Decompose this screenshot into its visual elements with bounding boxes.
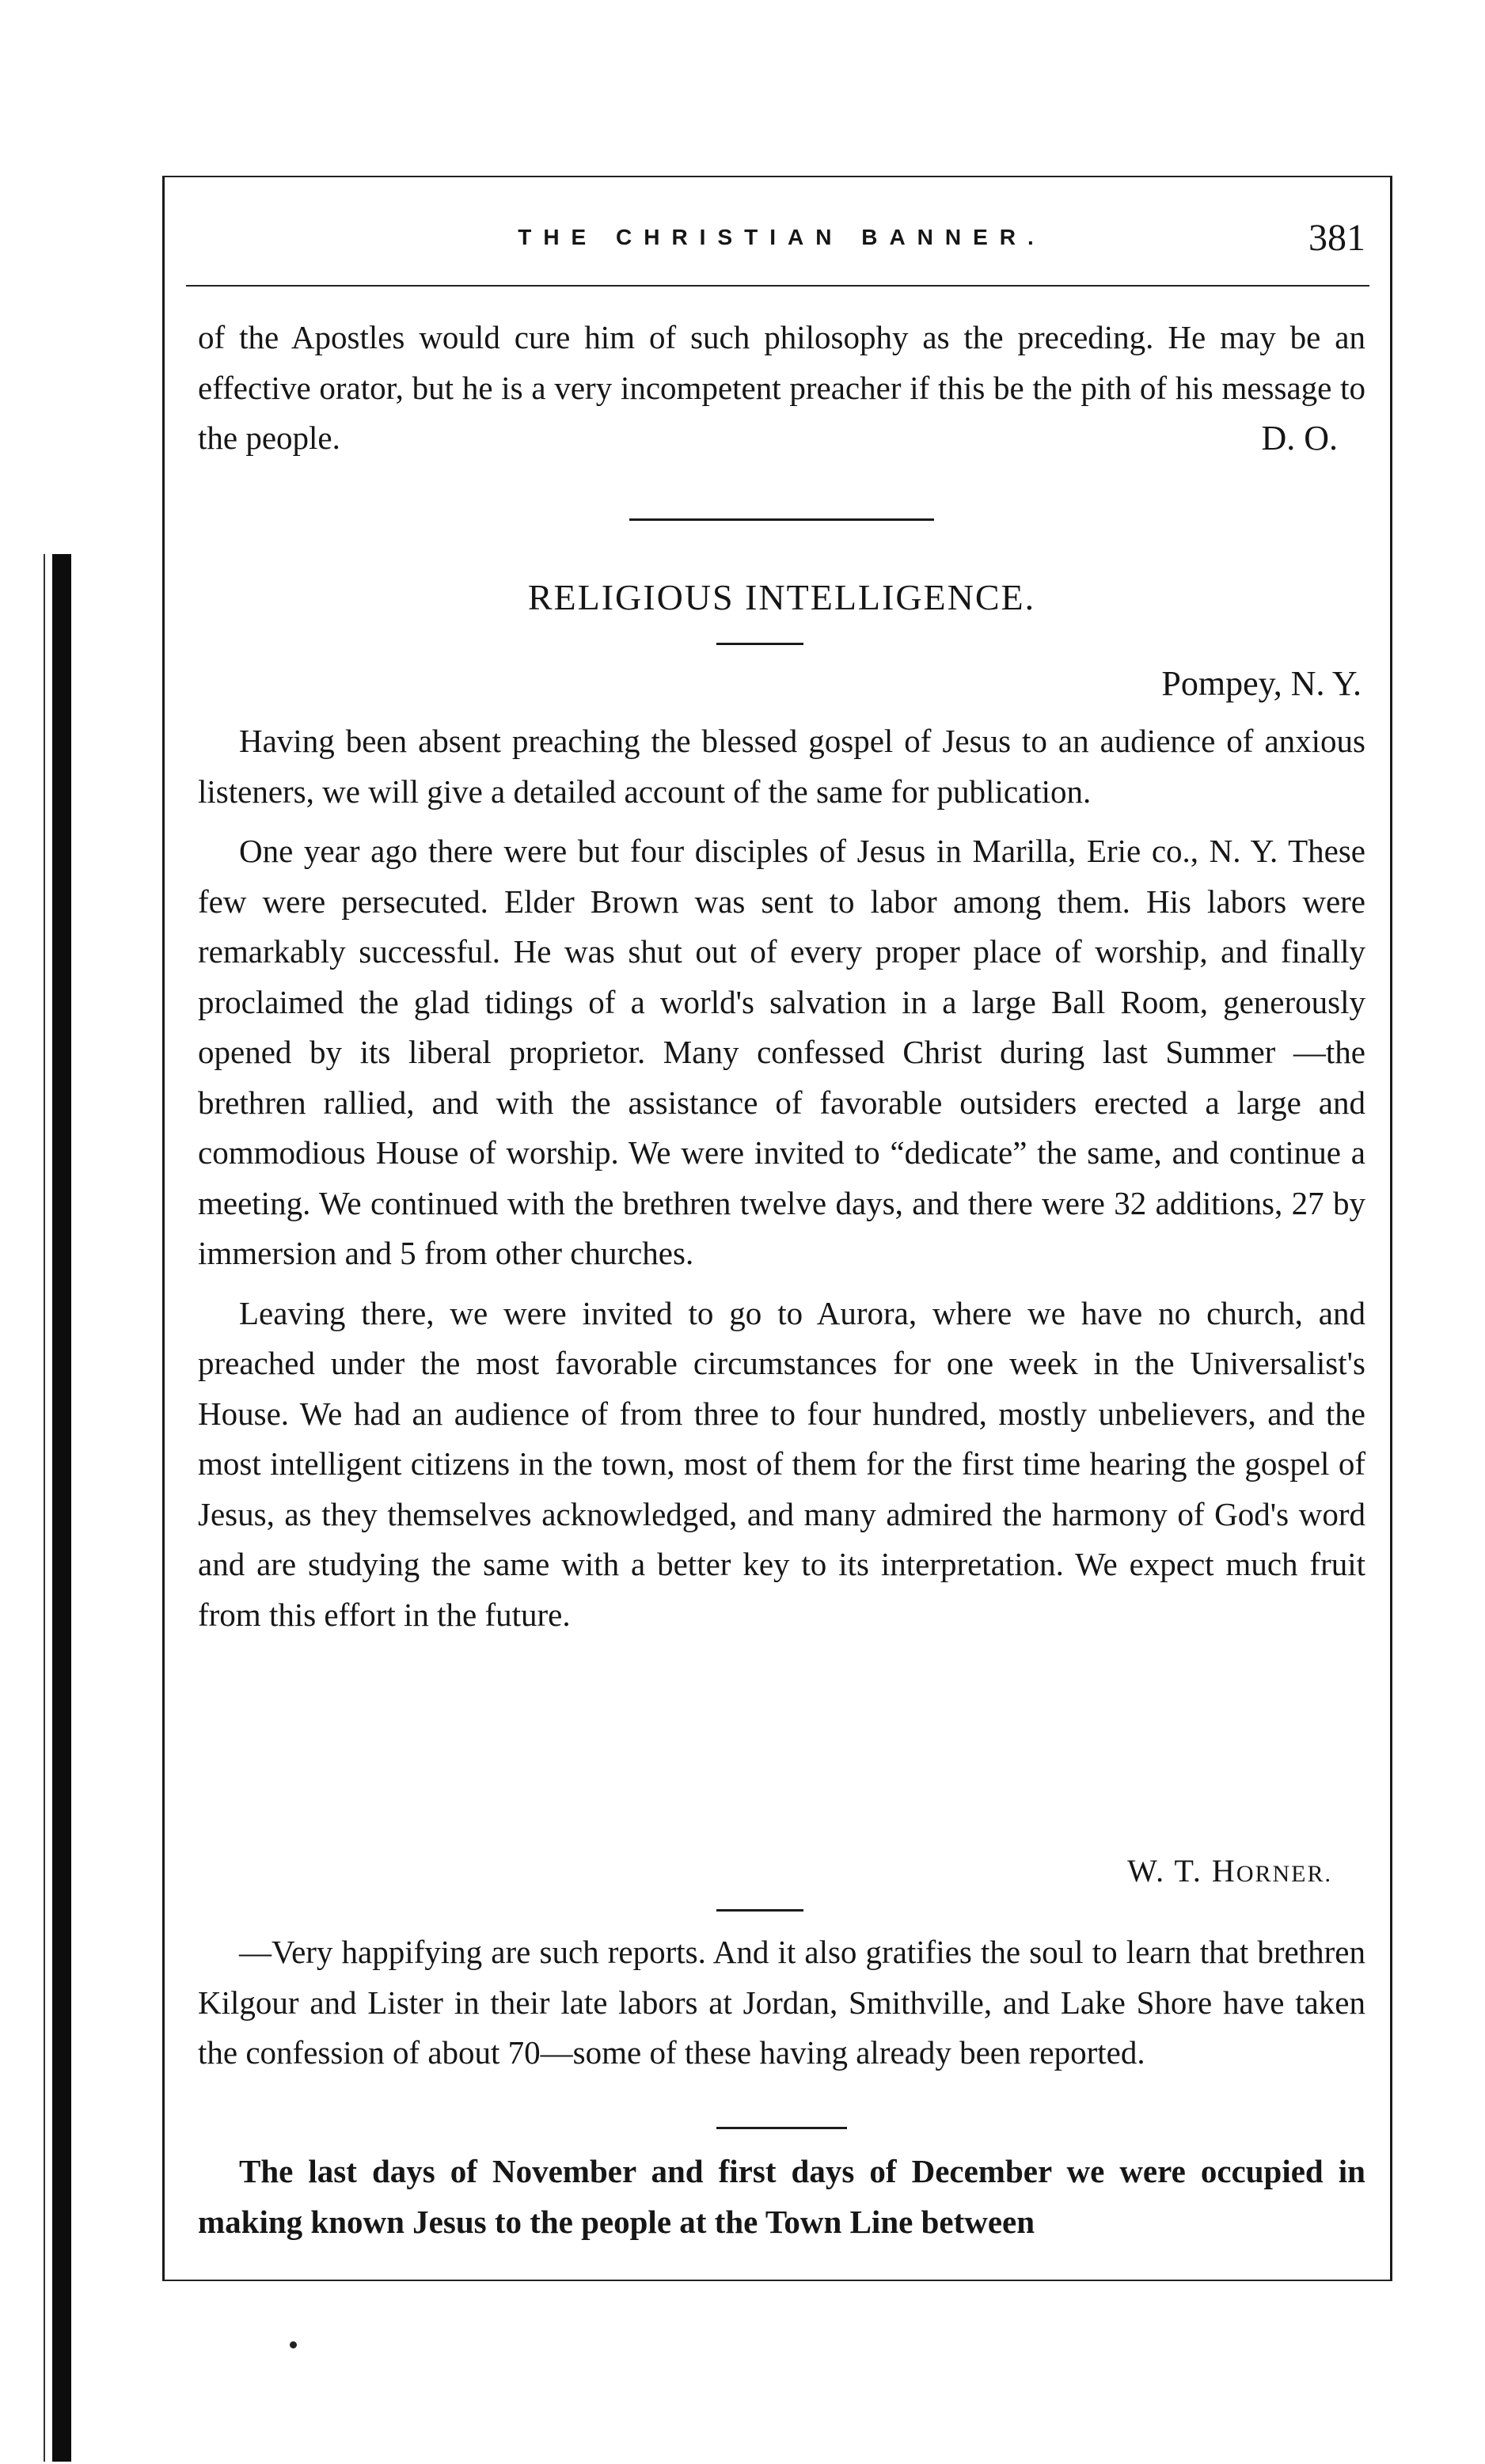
binding-shadow <box>52 554 71 2462</box>
page-number: 381 <box>1308 216 1365 259</box>
editor-note-block <box>198 1927 1365 2079</box>
running-title: THE CHRISTIAN BANNER. <box>518 225 1046 249</box>
running-header <box>198 214 1365 261</box>
report-signature <box>1127 1852 1332 1889</box>
binding-edge-line <box>44 554 45 2462</box>
report-paragraph-2: One year ago there were but four disciples of Jesus in Marilla, Erie co., N. Y. These few were persecuted. Elder Brown was sent to labor among them. His labors were remarkably successful. He was shut out of every proper place of worship, and finally proclaimed the glad tidings of a world's salvation in a large Ball Room, generously opened by its liberal proprietor. Many confessed Christ during last Summer —the brethren rallied, and with the assistance of favorable outsiders erected a large and commodious House of worship. We were invited to “dedicate” the same, and continue a meeting. We continued with the brethren twelve days, and there were 32 additions, 27 by immersion and 5 from other churches. <box>198 833 1365 1271</box>
report-signature-initials: W. T. H <box>1127 1853 1236 1889</box>
dateline: Pompey, N. Y. <box>1161 664 1362 703</box>
report-body <box>198 716 1365 1640</box>
opening-paragraph <box>198 313 1365 464</box>
report-paragraph-3: Leaving there, we were invited to go to Aurora, where we have no church, and preached under the most favorable circumstances for one week in the Universalist's House. We had an audience of from three to four hundred, mostly unbelievers, and the most intelligent citizens in the town, most of them for the first time hearing the gospel of Jesus, as they themselves acknowledged, and many admired the harmony of God's word and are studying the same with a better key to its interpretation. We expect much fruit from this effort in the future. <box>198 1294 1365 1633</box>
note-divider-rule <box>716 1909 803 1912</box>
header-rule <box>186 285 1369 287</box>
report-signature-surname: ORNER. <box>1236 1861 1332 1887</box>
editor-note: —Very happifying are such reports. And it also gratifies the soul to learn that brethren Kilgour and Lister in their late labors at Jordan, Smithville, and Lake Shore have taken the confession of about 70—some of these having already been reported. <box>198 1934 1365 2071</box>
opening-text: of the Apostles would cure him of such philosophy as the preceding. He may be an effective orator, but he is a very incompetent preacher if this be the pith of his message to the people. <box>198 319 1365 456</box>
section-heading: RELIGIOUS INTELLIGENCE. <box>527 577 1036 617</box>
opening-signature: D. O. <box>1261 419 1338 457</box>
report-paragraph-1: Having been absent preaching the blessed gospel of Jesus to an audience of anxious listeners, we will give a detailed account of the same for publication. <box>198 723 1365 810</box>
closing-block <box>198 2147 1365 2247</box>
section-divider-rule <box>629 518 934 521</box>
heading-underline-rule <box>716 643 803 645</box>
closing-divider-rule <box>716 2127 847 2129</box>
closing-paragraph: The last days of November and first days of December we were occupied in making known Jesus to the people at the Town Line between <box>198 2153 1365 2240</box>
opening-paragraph-block <box>198 313 1365 464</box>
ink-speck <box>290 2341 297 2348</box>
